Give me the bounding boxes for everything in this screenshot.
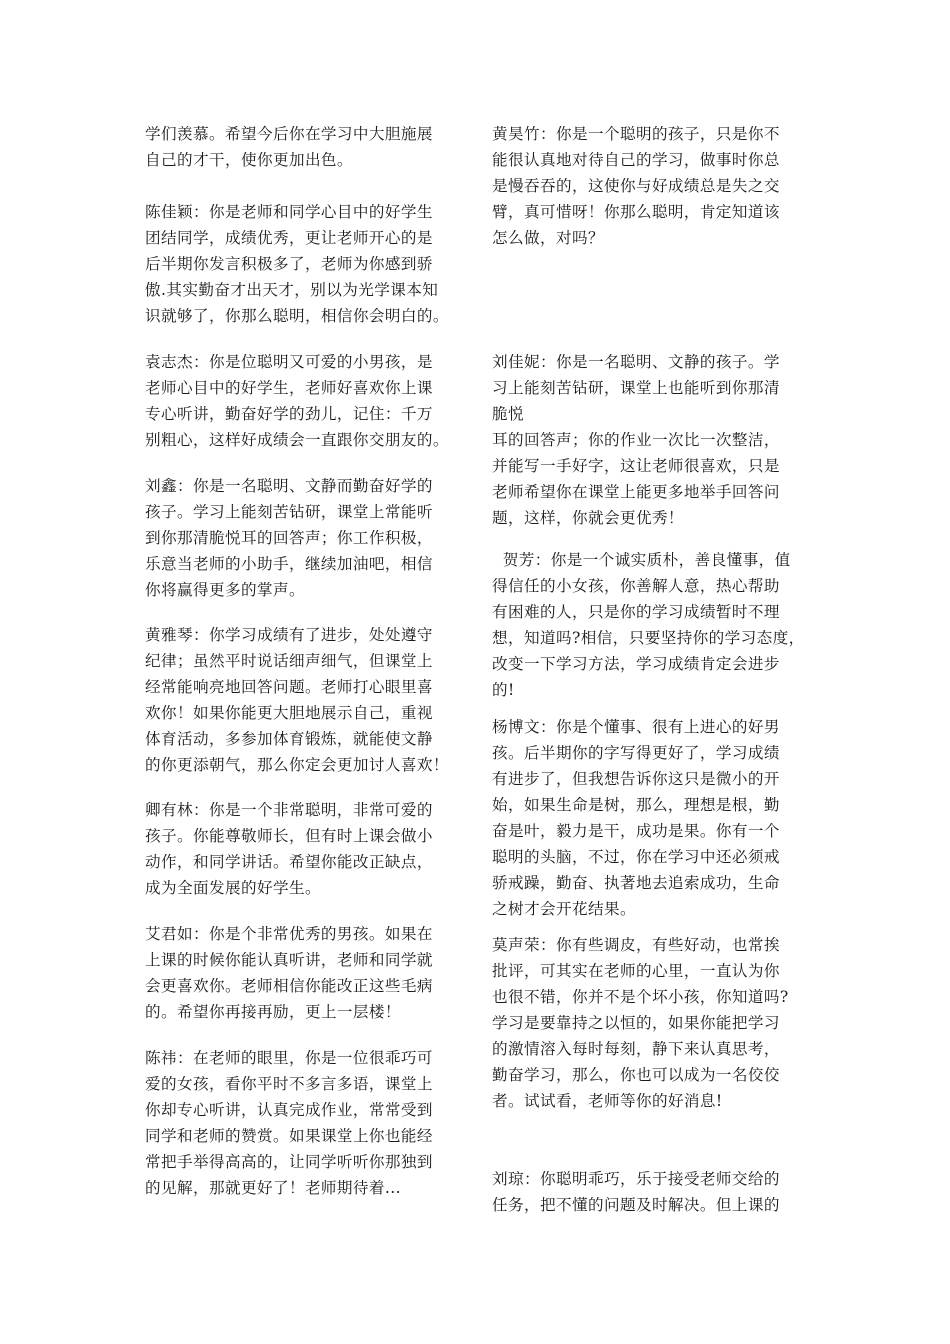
left-column (145, 0, 467, 1344)
comment-paragraph: 刘琼：你聪明乖巧，乐于接受老师交给的 任务，把不懂的问题及时解决。但上课的 (492, 1170, 780, 1214)
comment-paragraph: 杨博文：你是个懂事、很有上进心的好男 孩。后半期你的字写得更好了，学习成绩 有进步了，但我想告诉你这只是微小的开 始，如果生命是树，那么，理想是根，勤 奋是叶，毅力是干，成功是果。你有一个 聪明的头脑，不过，你在学习中还必须戒 骄戒躁，勤奋、执著地去追索成功，生命 之树才会开花结果。 (492, 718, 780, 918)
comment-paragraph: 陈祎：在老师的眼里，你是一位很乖巧可 爱的女孩，看你平时不多言多语，课堂上 你却专心听讲，认真完成作业，常常受到 同学和老师的赞赏。如果课堂上你也能经 常把手举得高高的，让同学听听你那独到 的见解，那就更好了！老师期待着... (145, 1049, 433, 1197)
comment-paragraph: 陈佳颖：你是老师和同学心目中的好学生 团结同学，成绩优秀，更让老师开心的是 后半期你发言积极多了，老师为你感到骄 傲.其实勤奋才出天才，别以为光学课本知 识就够了，你那么聪明，相信你会明白的。 (145, 203, 449, 325)
comment-paragraph: 卿有林：你是一个非常聪明，非常可爱的 孩子。你能尊敬师长，但有时上课会做小 动作，和同学讲话。希望你能改正缺点， 成为全面发展的好学生。 (145, 801, 433, 897)
comment-paragraph: 贺芳：你是一个诚实质朴，善良懂事，值 得信任的小女孩，你善解人意，热心帮助 有困难的人，只是你的学习成绩暂时不理 想，知道吗?相信，只要坚持你的学习态度， 改变一下学习方法，学习成绩肯定会进步 的! (492, 551, 805, 699)
comment-paragraph: 艾君如：你是个非常优秀的男孩。如果在 上课的时候你能认真听讲，老师和同学就 会更喜欢你。老师相信你能改正这些毛病 的。希望你再接再励，更上一层楼！ (145, 925, 433, 1021)
right-column (492, 0, 814, 1344)
comment-paragraph: 黄雅琴：你学习成绩有了进步，处处遵守 纪律；虽然平时说话细声细气，但课堂上 经常能响亮地回答问题。老师打心眼里喜 欢你！如果你能更大胆地展示自己，重视 体育活动，多参加体育锻炼，就能使文静 的你更添朝气，那么你定会更加讨人喜欢！ (145, 626, 449, 774)
comment-paragraph: 莫声荣：你有些调皮，有些好动，也常挨 批评，可其实在老师的心里，一直认为你 也很不错，你并不是个坏小孩，你知道吗? 学习是要靠持之以恒的，如果你能把学习 的激情溶入每时每刻，静下来认真思考， 勤奋学习，那么，你也可以成为一名佼佼 者。试试看，老师等你的好消息! (492, 936, 789, 1110)
comment-paragraph: 刘佳妮：你是一名聪明、文静的孩子。学 习上能刻苦钻研，课堂上也能听到你那清 脆悦 耳的回答声；你的作业一次比一次整洁， 并能写一手好字，这让老师很喜欢，只是 老师希望你在课堂上能更多地举手回答问 题，这样，你就会更优秀！ (492, 353, 780, 527)
comment-paragraph: 袁志杰：你是位聪明又可爱的小男孩，是 老师心目中的好学生，老师好喜欢你上课 专心听讲，勤奋好学的劲儿，记住：千万 别粗心，这样好成绩会一直跟你交朋友的。 (145, 353, 449, 449)
comment-paragraph: 刘鑫：你是一名聪明、文静而勤奋好学的 孩子。学习上能刻苦钻研，课堂上常能听 到你那清脆悦耳的回答声；你工作积极， 乐意当老师的小助手，继续加油吧，相信 你将赢得更多的掌声。 (145, 477, 433, 599)
comment-paragraph: 黄昊竹：你是一个聪明的孩子，只是你不 能很认真地对待自己的学习，做事时你总 是慢吞吞的，这使你与好成绩总是失之交 臂，真可惜呀！你那么聪明，肯定知道该 怎么做，对吗？ (492, 125, 780, 247)
comment-paragraph: 学们羡慕。希望今后你在学习中大胆施展 自己的才干，使你更加出色。 (145, 125, 433, 169)
